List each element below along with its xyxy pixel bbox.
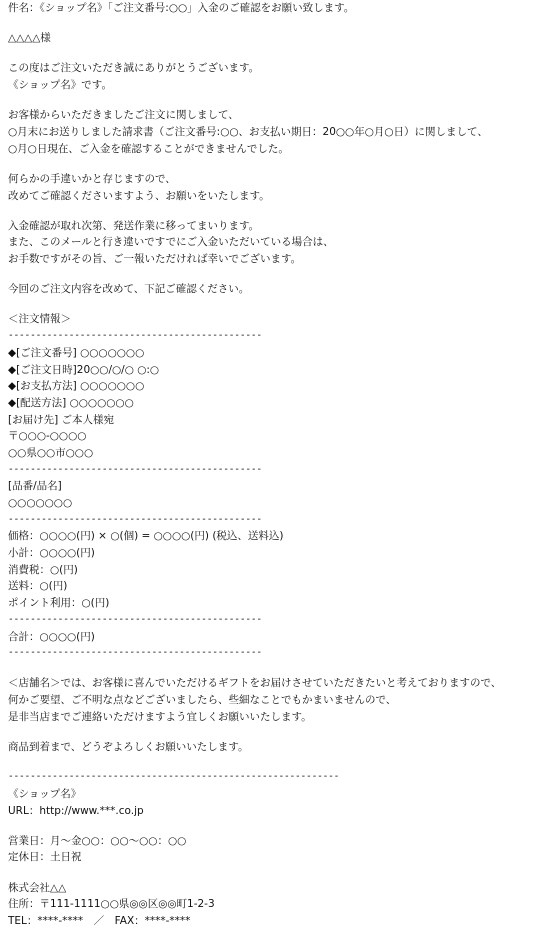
signature-block [8,769,538,930]
final-line: 商品到着まで、どうぞよろしくお願いいたします。 [8,740,249,753]
spacer [8,268,538,282]
followup-line: 入金確認が取れ次第、発送作業に移ってまいります。 [8,219,260,232]
spacer [8,204,538,218]
price-line: 小計：○○○○(円) [8,547,95,560]
price-line: 送料：○(円) [8,580,68,593]
order-info-line: [お届け先] ご本人様宛 [8,413,115,426]
order-info-line: ◆[ご注文日時]20○○/○/○ ○:○ [8,363,160,376]
item-line: ○○○○○○○ [8,497,73,509]
greeting-line: 《ショップ名》です。 [8,79,112,92]
signature-hours: 営業日：月～金○○：○○～○○：○○ [8,834,187,847]
greeting-line: この度はご注文いただき誠にありがとうございます。 [8,62,260,75]
spacer [8,725,538,739]
spacer [8,298,538,312]
order-info-section [8,311,538,661]
divider: ---------------------------------------------- [8,647,262,659]
recipient-name: △△△△様 [8,32,51,45]
spacer [8,17,538,31]
signature-divider: ------------------------------------------------------------ [8,771,340,783]
email-subject: 件名：《ショップ名》「ご注文番号:○○」入金のご確認をお願い致します。 [8,2,355,14]
order-total: 合計：○○○○(円) [8,630,95,643]
spacer [8,756,538,770]
price-line: 消費税：○(円) [8,563,78,576]
signature-url: URL：http://www.***.co.jp [8,804,144,817]
spacer [8,866,538,880]
spacer [8,47,538,61]
followup-paragraph [8,218,538,268]
signature-address: 住所：〒111-1111○○県◎◎区◎◎町1-2-3 [8,898,215,911]
order-info-heading: ＜注文情報＞ [8,313,71,326]
payment-notice-paragraph [8,107,538,157]
signature-company: 株式会社△△ [8,881,67,894]
price-line: 価格：○○○○(円) × ○(個) = ○○○○(円) (税込、送料込) [8,530,284,543]
review-prompt: 今回のご注文内容を改めて、下記ご確認ください。 [8,283,250,296]
signature-closed-days: 定休日：土日祝 [8,851,82,864]
request-line: 改めてご確認くださいますよう、お願いをいたします。 [8,189,270,202]
closing-line: 何かご要望、ご不明な点などございましたら、些細なことでもかまいませんので、 [8,694,397,707]
price-line: ポイント利用：○(円) [8,597,110,610]
divider: ---------------------------------------------- [8,330,262,342]
spacer [8,819,538,833]
closing-line: 是非当店までご連絡いただけますよう宜しくお願いいたします。 [8,710,312,723]
order-info-line: ◆[お支払方法] ○○○○○○○ [8,380,145,393]
order-info-line: ◆[ご注文番号] ○○○○○○○ [8,346,145,359]
closing-line: ＜店舗名＞では、お客様に喜んでいただけるギフトをお届けさせていただきたいと考えておりますので、 [8,677,502,690]
signature-contact: TEL：****-**** ／ FAX：****-**** [8,914,191,927]
divider: ---------------------------------------------- [8,513,262,525]
order-info-line: ◆[配送方法] ○○○○○○○ [8,396,134,409]
divider: ---------------------------------------------- [8,613,262,625]
closing-paragraph [8,675,538,725]
order-info-line: ○○県○○市○○○ [8,446,94,459]
greeting-paragraph [8,60,538,93]
divider: ---------------------------------------------- [8,463,262,475]
notice-line: ○月○日現在、ご入金を確認することができませんでした。 [8,142,289,155]
signature-shop-name: 《ショップ名》 [8,787,82,800]
followup-line: また、このメールと行き違いですでにご入金いただいている場合は、 [8,236,334,249]
followup-line: お手数ですがその旨、ご一報いただければ幸いでございます。 [8,253,302,266]
spacer [8,662,538,676]
order-info-line: 〒○○○-○○○○ [8,430,87,443]
item-line: [品番/品名] [8,480,62,493]
request-line: 何らかの手違いかと存じますので、 [8,172,176,185]
notice-line: お客様からいただきましたご注文に関しまして、 [8,109,239,122]
spacer [8,94,538,108]
notice-line: ○月末にお送りしました請求書（ご注文番号:○○、お支払い期日：20○○年○月○日）に関しまして、 [8,125,488,138]
spacer [8,157,538,171]
request-paragraph [8,171,538,204]
